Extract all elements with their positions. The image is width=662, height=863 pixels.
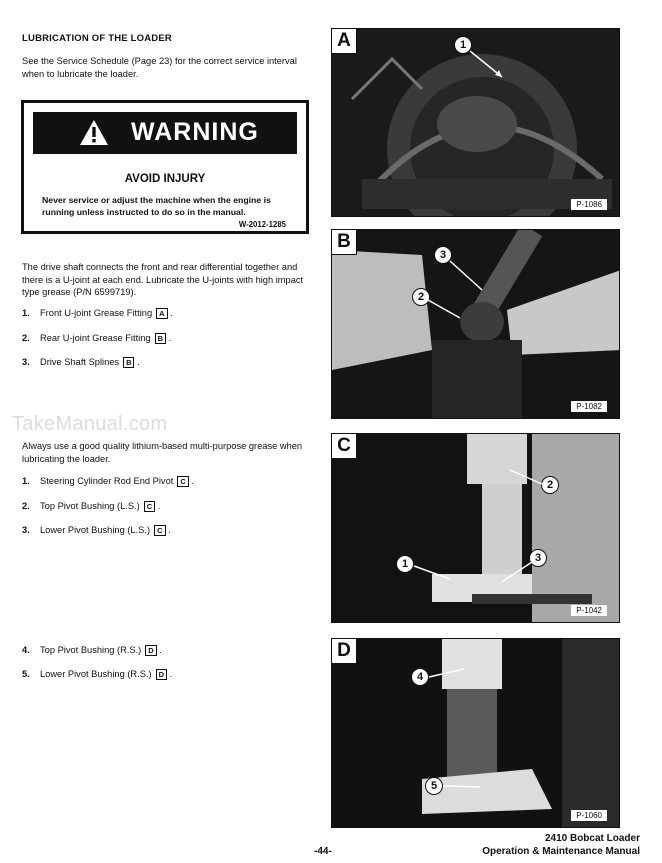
figure-ref: A (156, 308, 167, 319)
figure-ref: C (177, 476, 188, 487)
figure-ref: B (123, 357, 134, 368)
list-item: 3. Drive Shaft Splines B . (22, 357, 140, 367)
callout-arrow (332, 230, 620, 419)
watermark: TakeManual.com (12, 413, 168, 435)
figure-ref: D (156, 669, 167, 680)
photo-a (331, 28, 620, 217)
callout-3: 3 (434, 246, 452, 264)
warning-banner (33, 112, 297, 154)
photo-a-code: P-1086 (571, 199, 607, 210)
photo-d (331, 638, 620, 828)
warning-box (21, 100, 309, 234)
warning-code: W-2012-1285 (238, 220, 286, 229)
figure-ref: D (145, 645, 156, 656)
photo-c (331, 433, 620, 623)
list-item: 1. Front U-joint Grease Fitting A . (22, 308, 173, 318)
warning-subheading: AVOID INJURY (124, 173, 206, 185)
callout-4: 4 (411, 668, 429, 686)
section-title: LUBRICATION OF THE LOADER (22, 33, 172, 44)
warning-triangle-icon (79, 119, 109, 146)
photo-b-code: P-1082 (571, 401, 607, 412)
callout-arrow (332, 29, 620, 217)
list-item: 4. Top Pivot Bushing (R.S.) D . (22, 645, 162, 655)
footer-title: 2410 Bobcat Loader (544, 833, 640, 844)
photo-d-code: P-1060 (571, 810, 607, 821)
callout-1: 1 (454, 36, 472, 54)
callout-1: 1 (396, 555, 414, 573)
warning-heading: WARNING (131, 118, 259, 146)
photo-d-label: D (332, 639, 357, 664)
photo-b (331, 229, 620, 419)
intro-paragraph: See the Service Schedule (Page 23) for the correct service interval when to lubricate the loader. (22, 56, 297, 79)
callout-3: 3 (529, 549, 547, 567)
footer-subtitle: Operation & Maintenance Manual (482, 846, 640, 857)
photo-b-label: B (332, 230, 357, 255)
photo-c-code: P-1042 (571, 605, 607, 616)
grease-paragraph: Always use a good quality lithium-based multi-purpose grease when lubricating the loader. (22, 441, 303, 464)
page-number: -44- (314, 846, 332, 857)
drive-shaft-paragraph: The drive shaft connects the front and rear differential together and there is a U-joint at each end. Lubricate the U-joints with high impact type grease (P/N 6599719). (22, 262, 304, 297)
callout-2: 2 (541, 476, 559, 494)
list-item: 2. Top Pivot Bushing (L.S.) C . (22, 501, 161, 511)
figure-ref: C (154, 525, 165, 536)
list-item: 3. Lower Pivot Bushing (L.S.) C . (22, 525, 171, 535)
callout-arrow (332, 639, 620, 828)
photo-a-label: A (332, 29, 357, 54)
photo-c-label: C (332, 434, 357, 459)
callout-5: 5 (425, 777, 443, 795)
list-item: 5. Lower Pivot Bushing (R.S.) D . (22, 669, 173, 679)
list-item: 1. Steering Cylinder Rod End Pivot C . (22, 476, 194, 486)
callout-2: 2 (412, 288, 430, 306)
callout-arrow (332, 434, 620, 623)
figure-ref: C (144, 501, 155, 512)
figure-ref: B (155, 333, 166, 344)
warning-text: Never service or adjust the machine when the engine is running unless instructed to do so in the manual. (42, 195, 271, 217)
list-item: 2. Rear U-joint Grease Fitting B . (22, 333, 172, 343)
